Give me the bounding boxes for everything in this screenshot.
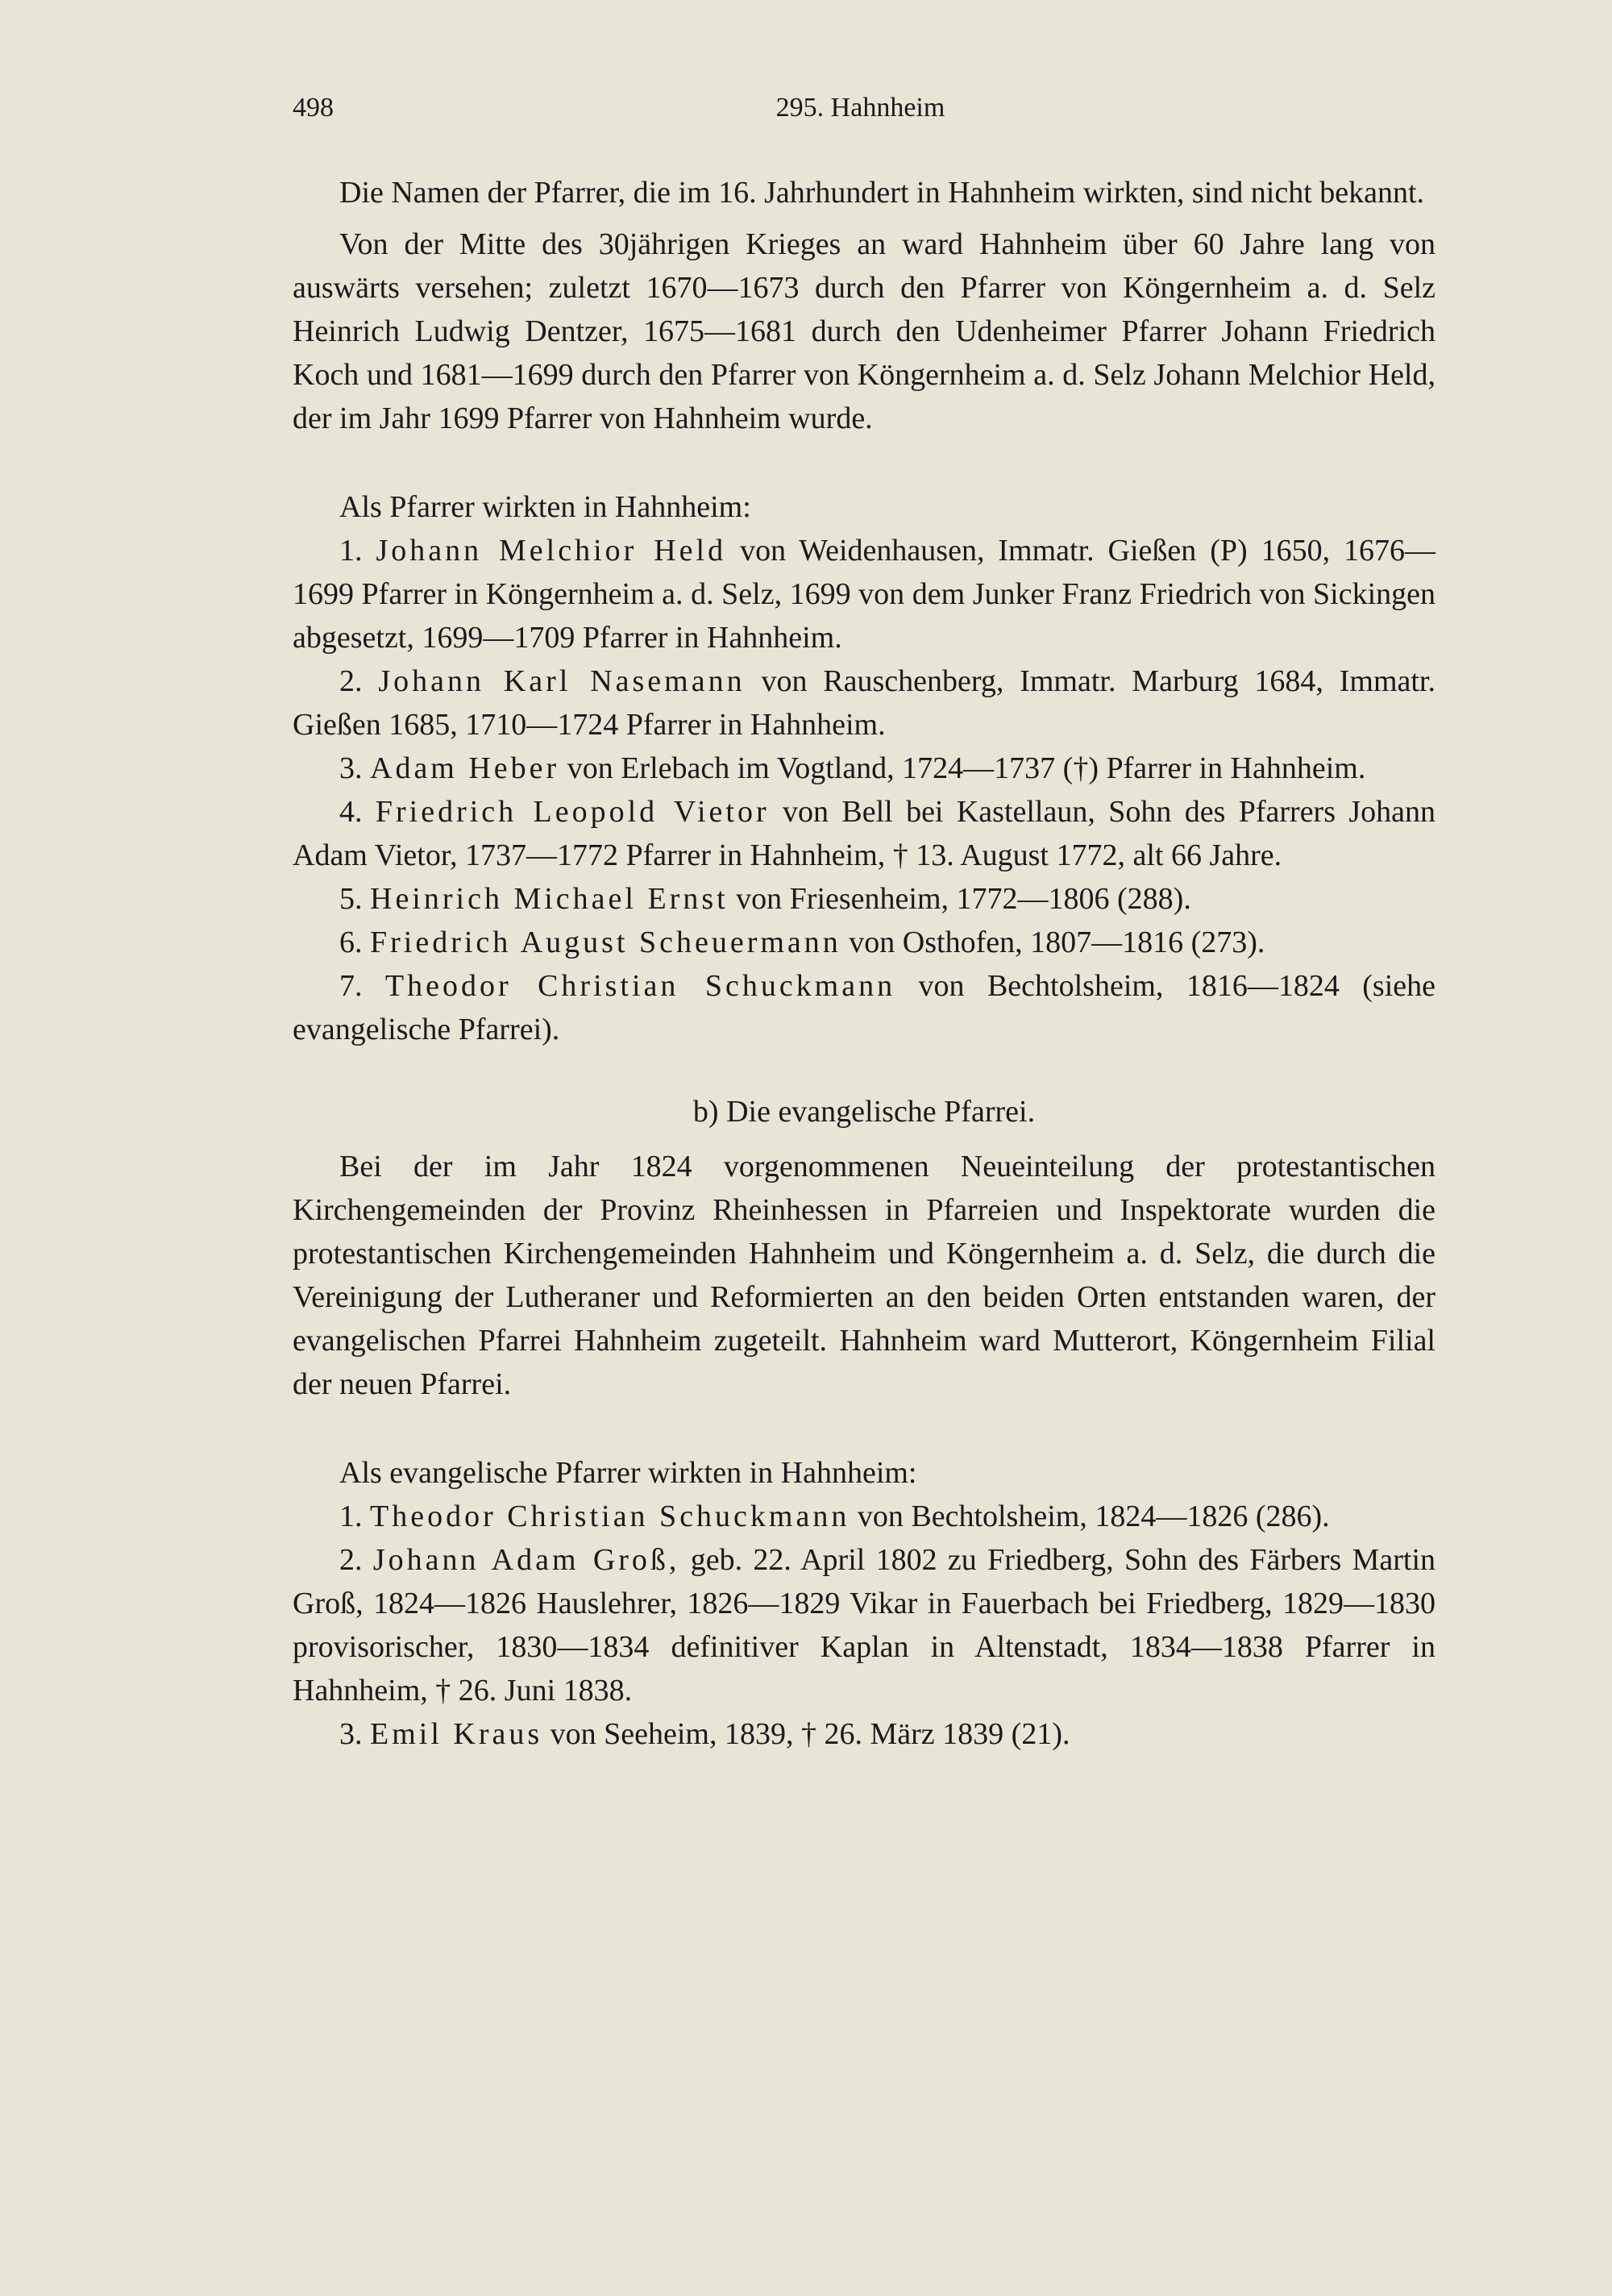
intro-paragraph: Die Namen der Pfarrer, die im 16. Jahrhundert in Hahnheim wirkten, sind nicht bekannt. xyxy=(339,176,1425,210)
pastor-details: von Seeheim, 1839, † 26. März 1839 (21). xyxy=(550,1717,1070,1751)
pastor-details: von Weidenhausen, Immatr. Gießen (P) 1650, 1676—1699 Pfarrer in Köngernheim a. d. Selz, 1699 von dem Junker Franz Friedrich von Sickingen abgesetzt, 1699—1709 Pfarrer in Hahnheim. xyxy=(293,534,1436,655)
pastor-name: Johann Adam Groß, xyxy=(372,1543,680,1577)
list-item xyxy=(293,1495,1435,1538)
page-header xyxy=(293,90,1435,126)
item-number: 3. xyxy=(339,751,363,785)
item-number: 1. xyxy=(339,534,363,568)
pastor-name: Johann Karl Nasemann xyxy=(378,664,746,698)
item-number: 2. xyxy=(339,1543,363,1577)
pastor-details: geb. 22. April 1802 zu Friedberg, Sohn des Färbers Martin Groß, 1824—1826 Hauslehrer, 1826—1829 Vikar in Fauerbach bei Friedberg, 1829—1830 provisorischer, 1830—1834 definitiver Kaplan in Altenstadt, 1834—1838 Pfarrer in Hahnheim, † 26. Juni 1838. xyxy=(293,1543,1436,1707)
item-number: 4. xyxy=(339,795,363,829)
pastor-name: Theodor Christian Schuckmann xyxy=(384,969,896,1003)
pastor-details: von Erlebach im Vogtland, 1724—1737 (†) Pfarrer in Hahnheim. xyxy=(567,751,1366,785)
section-title: b) Die evangelische Pfarrei. xyxy=(692,1095,1036,1129)
list-item xyxy=(293,529,1435,659)
item-number: 5. xyxy=(339,882,363,916)
pastor-name: Friedrich Leopold Vietor xyxy=(375,795,770,829)
list-item xyxy=(293,1538,1435,1712)
running-title: 295. Hahnheim xyxy=(775,93,945,123)
page-number: 498 xyxy=(293,93,334,123)
list-items xyxy=(293,529,1435,1051)
item-number: 3. xyxy=(339,1717,363,1751)
pastor-name: Heinrich Michael Ernst xyxy=(370,882,729,916)
pastor-name: Theodor Christian Schuckmann xyxy=(370,1499,850,1533)
pastor-name: Johann Melchior Held xyxy=(376,534,727,568)
list-item xyxy=(293,790,1435,877)
item-number: 6. xyxy=(339,925,363,959)
list-items xyxy=(293,1495,1435,1756)
item-number: 2. xyxy=(339,664,363,698)
list-heading: Als evangelische Pfarrer wirkten in Hahnheim: xyxy=(339,1456,917,1490)
pastor-name: Adam Heber xyxy=(370,751,560,785)
catholic-pastors-list xyxy=(293,485,1435,1051)
list-item xyxy=(293,964,1435,1051)
list-heading: Als Pfarrer wirkten in Hahnheim: xyxy=(339,490,751,524)
list-item xyxy=(293,659,1435,747)
list-item xyxy=(293,877,1435,921)
intro-section xyxy=(293,171,1435,440)
pastor-details: von Bell bei Kastellaun, Sohn des Pfarrers Johann Adam Vietor, 1737—1772 Pfarrer in Hahnheim, † 13. August 1772, alt 66 Jahre. xyxy=(293,795,1436,872)
protestant-section xyxy=(293,1090,1435,1756)
spacer xyxy=(293,1406,1435,1451)
item-number: 7. xyxy=(339,969,363,1003)
document-page xyxy=(293,0,1435,1820)
pastor-details: von Bechtolsheim, 1824—1826 (286). xyxy=(857,1499,1330,1533)
section-paragraph: Bei der im Jahr 1824 vorgenommenen Neueinteilung der protestantischen Kirchengemeinden der Provinz Rheinhessen in Pfarreien und Inspektorate wurden die protestantischen Kirchengemeinden Hahnheim und Köngernheim a. d. Selz, die durch die Vereinigung der Lutheraner und Reformierten an den beiden Orten entstanden waren, der evangelischen Pfarrei Hahnheim zugeteilt. Hahnheim ward Mutterort, Köngernheim Filial der neuen Pfarrei. xyxy=(293,1150,1435,1401)
pastor-name: Emil Kraus xyxy=(370,1717,543,1751)
pastor-name: Friedrich August Scheuermann xyxy=(370,925,841,959)
list-item xyxy=(293,1712,1435,1756)
list-item xyxy=(293,747,1435,790)
pastor-details: von Bechtolsheim, 1816—1824 (siehe evangelische Pfarrei). xyxy=(293,969,1436,1046)
pastor-details: von Rauschenberg, Immatr. Marburg 1684, Immatr. Gießen 1685, 1710—1724 Pfarrer in Hahnheim. xyxy=(293,664,1435,742)
intro-paragraph: Von der Mitte des 30jährigen Krieges an ward Hahnheim über 60 Jahre lang von auswärts versehen; zuletzt 1670—1673 durch den Pfarrer von Köngernheim a. d. Selz Heinrich Ludwig Dentzer, 1675—1681 durch den Udenheimer Pfarrer Johann Friedrich Koch und 1681—1699 durch den Pfarrer von Köngernheim a. d. Selz Johann Melchior Held, der im Jahr 1699 Pfarrer von Hahnheim wurde. xyxy=(293,227,1435,435)
list-item xyxy=(293,921,1435,964)
pastor-details: von Friesenheim, 1772—1806 (288). xyxy=(736,882,1191,916)
pastor-details: von Osthofen, 1807—1816 (273). xyxy=(849,925,1265,959)
item-number: 1. xyxy=(339,1499,363,1533)
